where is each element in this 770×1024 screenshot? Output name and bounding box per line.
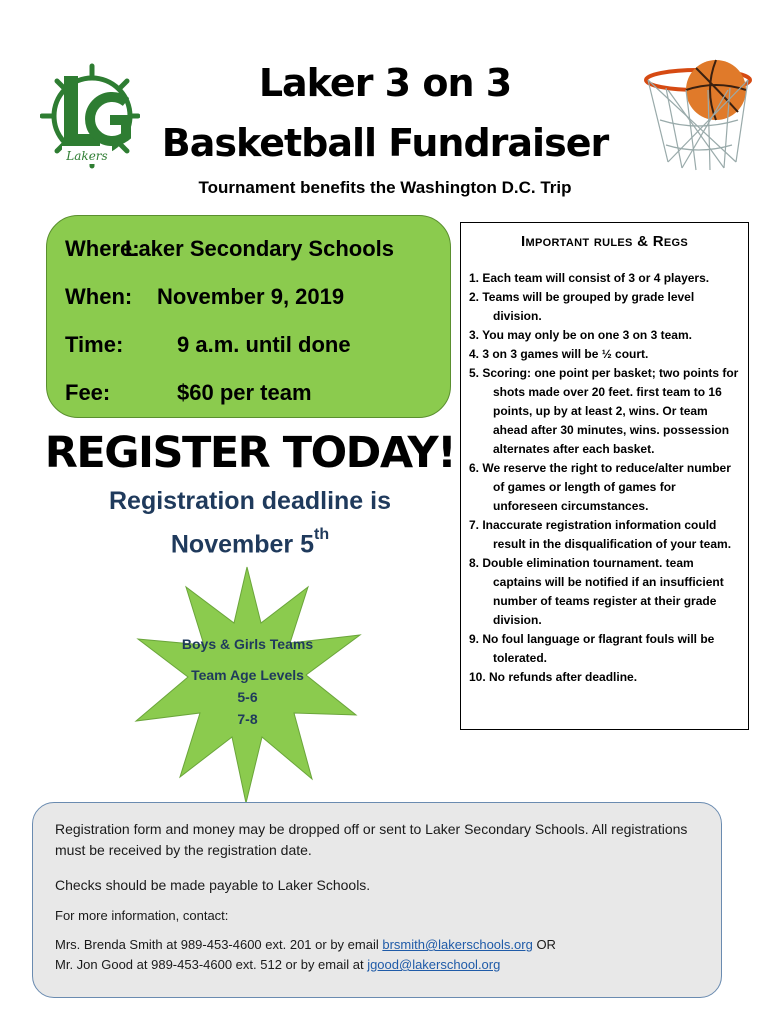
- rules-title: Important rules & Regs: [521, 233, 688, 250]
- fee-value: $60 per team: [177, 380, 312, 405]
- rule-item: 6. We reserve the right to reduce/alter number of games or length of games for unforeseen circumstances.: [469, 461, 731, 513]
- where-value: Laker Secondary Schools: [125, 236, 394, 261]
- deadline-suffix: th: [314, 526, 330, 543]
- when-value: November 9, 2019: [157, 284, 345, 309]
- page-title: Laker 3 on 3: [258, 61, 512, 105]
- info-row-time: [65, 332, 351, 358]
- contact-paragraph-checks: Checks should be made payable to Laker Schools.: [55, 877, 371, 893]
- contact-smith-or: OR: [532, 937, 556, 952]
- when-label: When:: [65, 284, 133, 309]
- info-row-fee: [65, 380, 312, 406]
- rules-list: [469, 269, 741, 687]
- event-info-box: [46, 215, 451, 418]
- contact-people: [55, 935, 695, 975]
- starburst-shape: [130, 565, 365, 805]
- contact-info-box: [32, 802, 722, 998]
- contact-paragraph-more-info: For more information, contact:: [55, 908, 229, 923]
- email-link-smith[interactable]: brsmith@lakerschools.org: [382, 937, 533, 952]
- basketball-hoop-icon: [638, 50, 760, 175]
- rule-item: 7. Inaccurate registration information could result in the disqualification of your team.: [469, 518, 732, 551]
- rule-item: 9. No foul language or flagrant fouls will be tolerated.: [469, 632, 715, 665]
- starburst-teams: Boys & Girls Teams: [181, 636, 314, 652]
- info-row-where: [65, 236, 394, 262]
- page-subtitle: Tournament benefits the Washington D.C. Trip: [198, 178, 572, 197]
- contact-line-good: [55, 955, 695, 975]
- deadline-date: November 5: [170, 530, 314, 559]
- deadline-line-2: [40, 526, 460, 559]
- lakers-logo-icon: [40, 58, 140, 178]
- time-value: 9 a.m. until done: [177, 332, 351, 357]
- page-title-line-2: Basketball Fundraiser: [161, 121, 609, 165]
- rules-box: [460, 222, 749, 730]
- info-row-when: [65, 284, 345, 310]
- register-headline: REGISTER TODAY!: [44, 428, 456, 478]
- rule-item: 4. 3 on 3 games will be ½ court.: [469, 347, 649, 361]
- contact-smith-text: Mrs. Brenda Smith at 989-453-4600 ext. 201 or by email: [55, 937, 383, 952]
- starburst-age-levels: Team Age Levels: [191, 667, 304, 683]
- rule-item: 2. Teams will be grouped by grade level division.: [469, 290, 695, 323]
- logo-text: Lakers: [66, 149, 108, 163]
- starburst-level-1: 5-6: [237, 689, 258, 705]
- deadline-line-1: Registration deadline is: [108, 487, 391, 515]
- contact-line-smith: [55, 935, 695, 955]
- rule-item: 10. No refunds after deadline.: [469, 670, 638, 684]
- rule-item: 3. You may only be on one 3 on 3 team.: [469, 328, 692, 342]
- email-link-good[interactable]: jgood@lakerschool.org: [367, 957, 501, 972]
- starburst-level-2: 7-8: [237, 711, 258, 727]
- where-label: Where:: [65, 236, 140, 261]
- contact-good-text: Mr. Jon Good at 989-453-4600 ext. 512 or by email at: [55, 957, 368, 972]
- rule-item: 1. Each team will consist of 3 or 4 players.: [469, 271, 710, 285]
- fee-label: Fee:: [65, 380, 111, 405]
- time-label: Time:: [65, 332, 124, 357]
- rule-item: 5. Scoring: one point per basket; two points for shots made over 20 feet. first team to 16 points, up by at least 2, wins. Or team ahead after 30 minutes, wins. possession alternates after each basket.: [469, 366, 739, 456]
- contact-paragraph-dropoff: Registration form and money may be dropped off or sent to Laker Secondary Schools. All registrations must be received by the registration date.: [55, 821, 688, 858]
- rule-item: 8. Double elimination tournament. team captains will be notified if an insufficient number of teams register at their grade division.: [469, 556, 724, 627]
